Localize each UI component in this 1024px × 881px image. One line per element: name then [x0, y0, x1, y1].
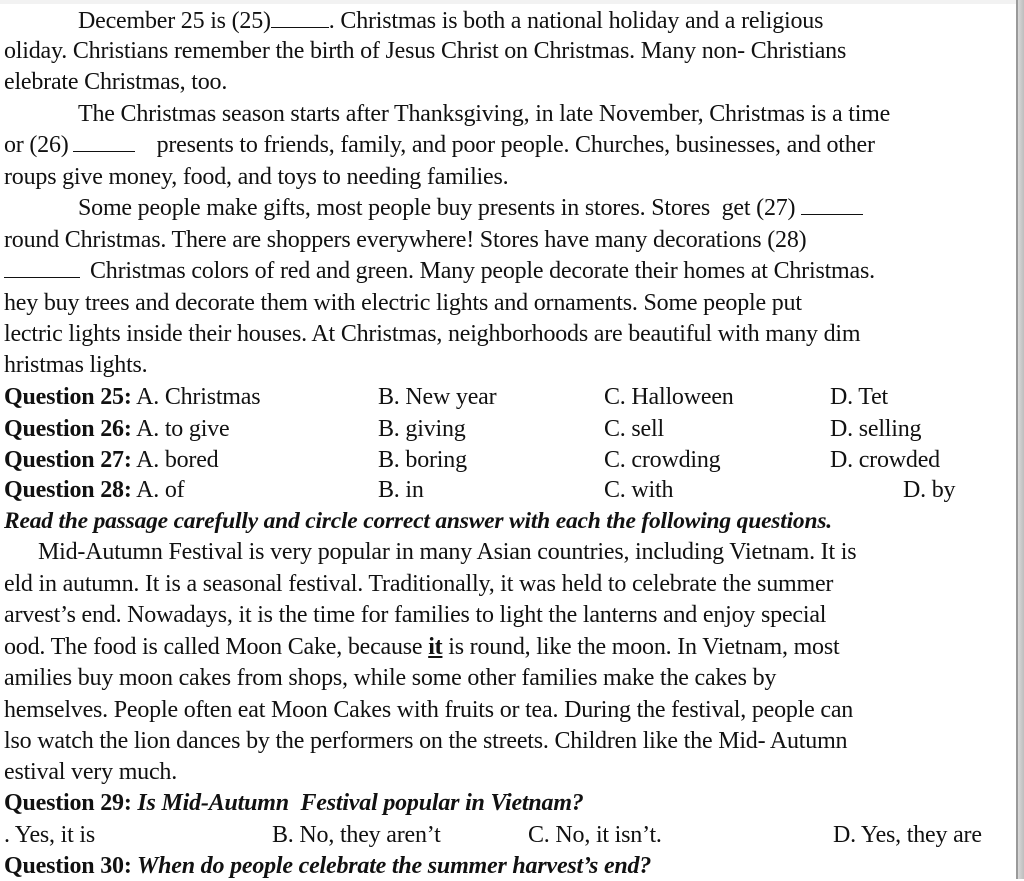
p1-line-5a: or (26) — [4, 132, 69, 158]
option-29-a[interactable]: . Yes, it is — [4, 822, 95, 848]
option-27-d[interactable]: D. crowded — [830, 447, 940, 473]
top-strip — [0, 0, 1018, 4]
question-30-text: When do people celebrate the summer harvest’s end? — [131, 853, 652, 879]
question-27-label: Question 27: — [4, 447, 132, 473]
option-27-c[interactable]: C. crowding — [604, 447, 721, 473]
option-27-b[interactable]: B. boring — [378, 447, 467, 473]
p1-line-9 — [4, 256, 875, 286]
p2-line-7: lso watch the lion dances by the performers on the streets. Children like the Mid- Autumn — [4, 728, 848, 754]
p1-line-4: The Christmas season starts after Thanksgiving, in late November, Christmas is a time — [78, 101, 891, 127]
option-28-a[interactable]: A. of — [136, 477, 185, 503]
p1-line-5 — [4, 130, 875, 160]
p1-line-1 — [78, 6, 823, 36]
p1-line-6: roups give money, food, and toys to needing families. — [4, 164, 509, 190]
p2-line-3: arvest’s end. Nowadays, it is the time for families to light the lanterns and enjoy special — [4, 602, 827, 628]
underlined-it: it — [428, 634, 443, 660]
option-26-c[interactable]: C. sell — [604, 416, 664, 442]
option-26-a[interactable]: A. to give — [136, 416, 230, 442]
question-28-label: Question 28: — [4, 477, 132, 503]
p1-line-3: elebrate Christmas, too. — [4, 69, 228, 95]
p1-line-10: hey buy trees and decorate them with electric lights and ornaments. Some people put — [4, 290, 802, 316]
option-28-c[interactable]: C. with — [604, 477, 674, 503]
option-25-d[interactable]: D. Tet — [830, 384, 889, 410]
p2-line-4 — [4, 632, 839, 662]
p1-line-7 — [78, 193, 863, 223]
p2-line-2: eld in autumn. It is a seasonal festival. Traditionally, it was held to celebrate the summer — [4, 571, 834, 597]
blank-25 — [271, 7, 329, 28]
p1-line-5b: presents to friends, family, and poor people. Churches, businesses, and other — [156, 132, 875, 158]
p1-line-12: hristmas lights. — [4, 352, 148, 378]
question-25-label: Question 25: — [4, 384, 132, 410]
p2-line-8: estival very much. — [4, 759, 178, 785]
question-25 — [4, 382, 260, 412]
question-30-label: Question 30: — [4, 853, 132, 879]
question-27 — [4, 445, 218, 475]
instruction: Read the passage carefully and circle correct answer with each the following questions. — [4, 508, 832, 534]
p2-line-4a: ood. The food is called Moon Cake, because — [4, 634, 429, 660]
question-26-label: Question 26: — [4, 416, 132, 442]
blank-28 — [4, 257, 80, 278]
p1-line-9b: Christmas colors of red and green. Many people decorate their homes at Christmas. — [90, 258, 875, 284]
p2-line-6: hemselves. People often eat Moon Cakes with fruits or tea. During the festival, people can — [4, 697, 854, 723]
question-30 — [4, 851, 651, 881]
p2-line-1: Mid-Autumn Festival is very popular in many Asian countries, including Vietnam. It is — [38, 539, 857, 565]
option-28-b[interactable]: B. in — [378, 477, 424, 503]
option-29-b[interactable]: B. No, they aren’t — [272, 822, 441, 848]
question-29-text: Is Mid-Autumn Festival popular in Vietnam? — [131, 790, 584, 816]
page-edge — [1018, 0, 1024, 879]
option-27-a[interactable]: A. bored — [136, 447, 219, 473]
p1-line-1b: . Christmas is both a national holiday and a religious — [328, 8, 824, 34]
p2-line-4b: is round, like the moon. In Vietnam, most — [442, 634, 840, 660]
p1-line-1a: December 25 is (25) — [78, 8, 271, 34]
option-29-d[interactable]: D. Yes, they are — [833, 822, 982, 848]
question-28 — [4, 475, 184, 505]
option-25-b[interactable]: B. New year — [378, 384, 497, 410]
p1-line-8: round Christmas. There are shoppers everywhere! Stores have many decorations (28) — [4, 227, 807, 253]
question-29 — [4, 788, 584, 818]
option-26-b[interactable]: B. giving — [378, 416, 466, 442]
question-29-label: Question 29: — [4, 790, 132, 816]
option-25-c[interactable]: C. Halloween — [604, 384, 734, 410]
option-25-a[interactable]: A. Christmas — [136, 384, 261, 410]
p1-line-7a: Some people make gifts, most people buy presents in stores. Stores get (27) — [78, 195, 796, 221]
p1-line-2: oliday. Christians remember the birth of Jesus Christ on Christmas. Many non- Christians — [4, 38, 847, 64]
option-29-c[interactable]: C. No, it isn’t. — [528, 822, 662, 848]
p2-line-5: amilies buy moon cakes from shops, while some other families make the cakes by — [4, 665, 777, 691]
p1-line-11: lectric lights inside their houses. At Christmas, neighborhoods are beautiful with many dim — [4, 321, 861, 347]
option-28-d[interactable]: D. by — [903, 477, 956, 503]
question-26 — [4, 414, 229, 444]
option-26-d[interactable]: D. selling — [830, 416, 922, 442]
blank-27 — [801, 194, 863, 215]
blank-26 — [73, 131, 135, 152]
